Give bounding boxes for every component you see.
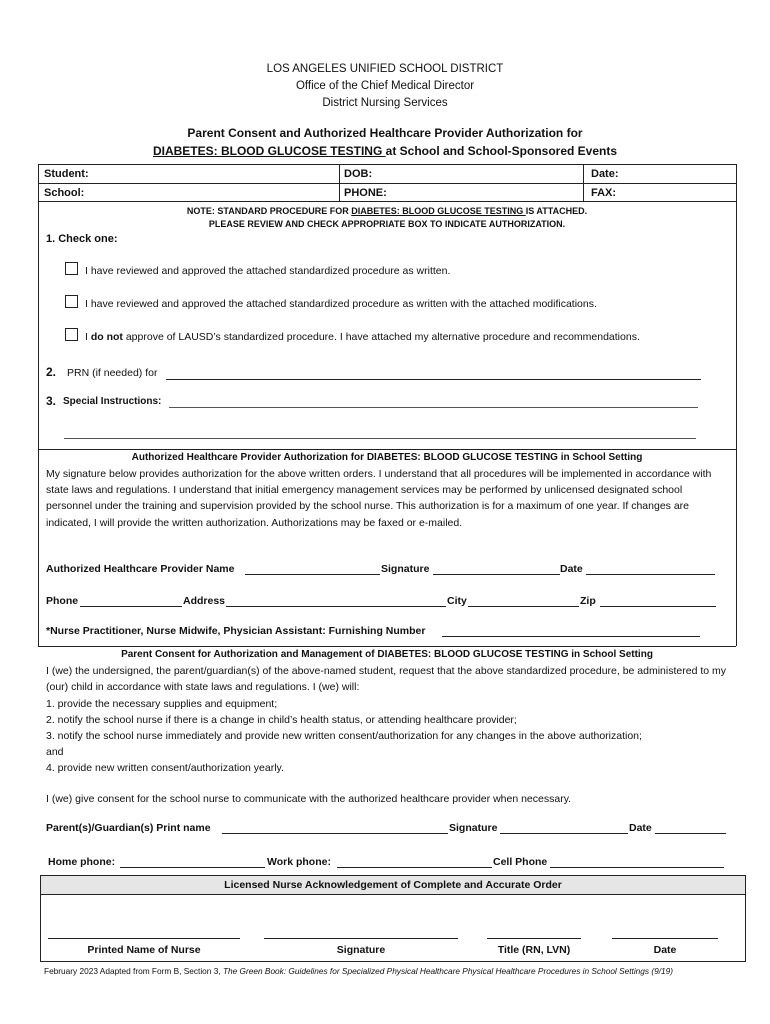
date-label: Date: xyxy=(591,168,619,180)
cell-phone-field[interactable] xyxy=(550,867,724,868)
date-field[interactable] xyxy=(625,166,733,181)
nurse-date-field[interactable] xyxy=(612,938,718,939)
provider-zip-field[interactable] xyxy=(600,606,716,607)
provider-signature-field[interactable] xyxy=(433,574,560,575)
home-phone-field[interactable] xyxy=(120,867,265,868)
nurse-heading: Licensed Nurse Acknowledgement of Complete and Accurate Order xyxy=(224,879,562,891)
form-title-line1: Parent Consent and Authorized Healthcare Provider Authorization for xyxy=(187,126,583,140)
option1-checkbox[interactable] xyxy=(65,262,78,275)
parent-date-field[interactable] xyxy=(655,833,726,834)
nurse-title-field[interactable] xyxy=(487,938,581,939)
note-line2: PLEASE REVIEW AND CHECK APPROPRIATE BOX TO INDICATE AUTHORIZATION. xyxy=(208,219,566,229)
note-prefix: NOTE: STANDARD PROCEDURE FOR xyxy=(186,206,352,216)
parent-print-name-label: Parent(s)/Guardian(s) Print name xyxy=(46,822,211,834)
provider-date-field[interactable] xyxy=(586,574,715,575)
provider-zip-label: Zip xyxy=(580,595,596,607)
school-label: School: xyxy=(44,187,85,199)
option3-checkbox[interactable] xyxy=(65,328,78,341)
footer-prefix: February 2023 Adapted from Form B, Section 3, xyxy=(44,966,223,976)
student-label: Student: xyxy=(44,168,89,180)
option2-label: I have reviewed and approved the attached standardized procedure as written with the attached modifications. xyxy=(85,298,597,310)
provider-phone-label: Phone xyxy=(46,595,79,607)
table-column-divider xyxy=(583,164,584,201)
option2-checkbox[interactable] xyxy=(65,295,78,308)
option1-label: I have reviewed and approved the attached standardized procedure as written. xyxy=(85,265,451,277)
provider-city-label: City xyxy=(447,595,467,607)
phone-field[interactable] xyxy=(395,185,580,200)
nurse-signature-field[interactable] xyxy=(264,938,458,939)
special-instructions-field-line2[interactable] xyxy=(64,438,696,439)
cell-phone-label: Cell Phone xyxy=(493,856,548,868)
provider-phone-field[interactable] xyxy=(80,606,182,607)
option3-suffix: approve of LAUSD’s standardized procedure. I have attached my alternative procedure and recommendations. xyxy=(122,331,640,343)
parent-signature-label: Signature xyxy=(449,822,498,834)
school-field[interactable] xyxy=(95,185,335,200)
provider-heading: Authorized Healthcare Provider Authorization for DIABETES: BLOOD GLUCOSE TESTING in School Setting xyxy=(131,452,643,463)
provider-body: My signature below provides authorization for the above written orders. I understand that all procedures will be implemented in accordance with state laws and regulations. I understand that initial emergency management services may be performed by unlicensed designated school personnel under the training and supervision provided by the school nurse. This authorization is for a maximum of one year. If changes are indicated, I will provide the written authorization. Authorizations may be faxed or e-mailed. xyxy=(46,468,712,529)
parent-item-4: 4. provide new written consent/authorization yearly. xyxy=(46,762,284,774)
note-underlined: DIABETES: BLOOD GLUCOSE TESTING xyxy=(351,206,526,216)
work-phone-field[interactable] xyxy=(337,867,492,868)
nurse-printed-name-label: Printed Name of Nurse xyxy=(87,944,201,956)
prn-field[interactable] xyxy=(166,379,701,380)
provider-address-field[interactable] xyxy=(226,606,446,607)
form-title-underlined: DIABETES: BLOOD GLUCOSE TESTING xyxy=(152,144,386,158)
dob-field[interactable] xyxy=(375,166,580,181)
department-name: District Nursing Services xyxy=(322,97,448,109)
work-phone-label: Work phone: xyxy=(267,856,331,868)
form-title-line2 xyxy=(0,144,770,158)
check-one-label: 1. Check one: xyxy=(46,233,118,245)
district-name: LOS ANGELES UNIFIED SCHOOL DISTRICT xyxy=(266,63,504,75)
provider-city-field[interactable] xyxy=(468,606,579,607)
form-title-rest: at School and School-Sponsored Events xyxy=(385,144,618,158)
fax-field[interactable] xyxy=(620,185,733,200)
section-divider xyxy=(38,646,736,647)
footer-italic: The Green Book: Guidelines for Specialized Physical Healthcare Physical Healthcare Procedures in School Settings (9/19) xyxy=(222,966,674,976)
phone-label: PHONE: xyxy=(344,187,387,199)
footer-citation xyxy=(44,966,673,976)
nurse-printed-name-field[interactable] xyxy=(48,938,240,939)
prn-label: PRN (if needed) for xyxy=(67,367,158,379)
section3-number: 3. xyxy=(46,394,57,408)
provider-date-label: Date xyxy=(560,563,583,575)
option3-bold: do not xyxy=(90,331,123,343)
note-suffix: IS ATTACHED. xyxy=(525,206,588,216)
provider-address-label: Address xyxy=(183,595,226,607)
special-instructions-label: Special Instructions: xyxy=(63,396,162,407)
section-divider xyxy=(38,449,736,450)
parent-consent: I (we) give consent for the school nurse to communicate with the authorized healthcare provider when necessary. xyxy=(46,793,572,805)
furnishing-number-label: *Nurse Practitioner, Nurse Midwife, Physician Assistant: Furnishing Number xyxy=(46,625,426,637)
special-instructions-field[interactable] xyxy=(169,407,698,408)
parent-print-name-field[interactable] xyxy=(222,833,448,834)
option3-prefix: I xyxy=(85,331,91,343)
frame-row-divider xyxy=(38,201,736,202)
home-phone-label: Home phone: xyxy=(48,856,116,868)
nurse-date-label: Date xyxy=(653,944,677,956)
nurse-signature-label: Signature xyxy=(336,944,386,956)
frame-top-border xyxy=(38,164,736,165)
provider-name-field[interactable] xyxy=(245,574,380,575)
parent-intro: I (we) the undersigned, the parent/guardian(s) of the above-named student, request that the above standardized procedure, be administered to my (our) child in accordance with state laws and regulations. I (we) will: xyxy=(46,665,726,694)
fax-label: FAX: xyxy=(591,187,617,199)
parent-item-2: 2. notify the school nurse if there is a change in child’s health status, or attending healthcare provider; xyxy=(46,714,517,726)
parent-heading: Parent Consent for Authorization and Management of DIABETES: BLOOD GLUCOSE TESTING in School Setting xyxy=(121,649,653,660)
parent-date-label: Date xyxy=(629,822,652,834)
office-name: Office of the Chief Medical Director xyxy=(295,80,475,92)
student-field[interactable] xyxy=(100,166,336,181)
nurse-title-label: Title (RN, LVN) xyxy=(497,944,571,956)
option3-label xyxy=(85,331,640,343)
frame-right-border xyxy=(736,164,737,646)
provider-signature-label: Signature xyxy=(381,563,430,575)
frame-left-border xyxy=(38,164,39,646)
furnishing-number-field[interactable] xyxy=(442,636,700,637)
parent-signature-field[interactable] xyxy=(500,833,628,834)
parent-item-3: 3. notify the school nurse immediately and provide new written consent/authorization for any changes in the above authorization; and xyxy=(46,730,642,759)
provider-name-label: Authorized Healthcare Provider Name xyxy=(46,563,235,575)
note-line1 xyxy=(38,206,736,216)
dob-label: DOB: xyxy=(344,168,373,180)
frame-row-divider xyxy=(38,183,736,184)
table-column-divider xyxy=(339,164,340,201)
parent-item-1: 1. provide the necessary supplies and equipment; xyxy=(46,698,278,710)
section2-number: 2. xyxy=(46,365,57,379)
